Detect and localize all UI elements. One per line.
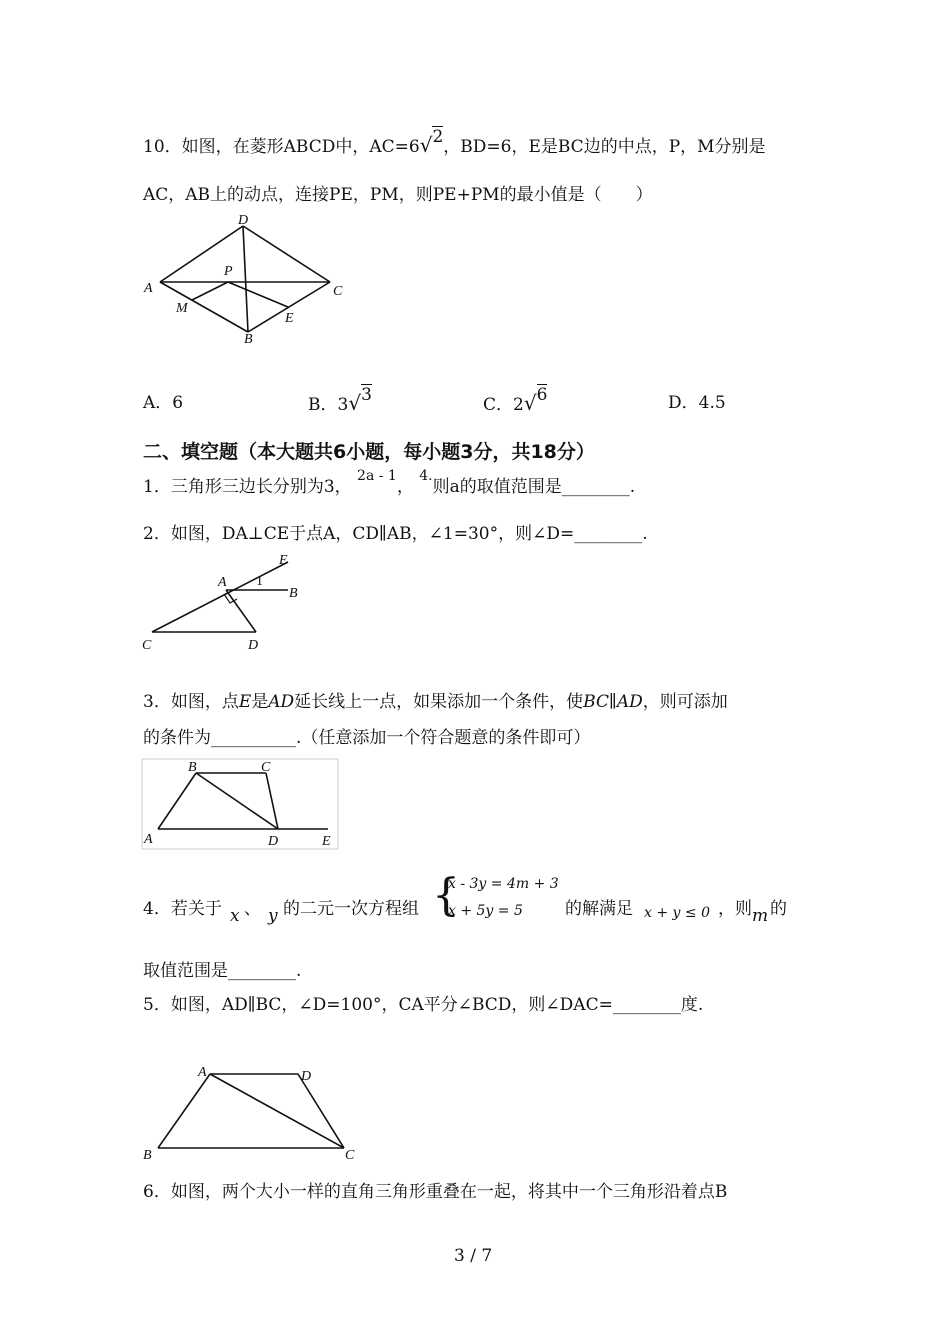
f3-text-d: ，则可添加 [642,692,728,712]
label-C: C [333,284,343,299]
f4-eq1: x - 3y = 4m + 3 [448,876,559,892]
opt-c-prefix: C．2 [483,395,524,415]
label-B: B [143,1148,152,1163]
f1-line [143,468,636,499]
q10-radicand: 2 [432,127,444,147]
f4-m: m [752,906,769,926]
q10-text-a: 10．如图，在菱形ABCD中，AC=6 [143,137,420,157]
f1-four: 4. [419,468,433,484]
q10-option-b [308,385,372,416]
label-D: D [301,1069,312,1084]
opt-c-radicand: 6 [536,385,548,405]
sqrt-symbol: √ [419,133,433,157]
f3-line1 [143,691,728,713]
f4-x: x [230,906,240,926]
q10-option-d: D．4.5 [668,393,726,413]
f4-text-b: 的二元一次方程组 [283,899,419,919]
f3-bc-ad: BC∥AD [583,692,643,712]
label-B: B [244,332,253,347]
f4-line2: 取值范围是________. [143,961,302,981]
f4-dun: 、 [244,899,261,919]
q10-text-b: ，BD=6，E是BC边的中点，P，M分别是 [443,137,766,157]
opt-b-prefix: B．3 [308,395,349,415]
f3-ad: AD [268,692,295,712]
label-C: C [261,760,271,775]
f4-cond: x + y ≤ 0 [644,905,710,921]
f1-text-b: 则a的取值范围是________. [432,477,636,497]
f5-figure [138,1060,368,1165]
f4-y: y [268,906,278,926]
sqrt-symbol: √ [348,391,362,415]
label-C: C [345,1148,355,1163]
f1-sep: ， [396,477,414,497]
q10-option-c [483,385,548,416]
f6-line: 6．如图，两个大小一样的直角三角形重叠在一起，将其中一个三角形沿着点B [143,1182,728,1202]
section-title: 二、填空题（本大题共6小题，每小题3分，共18分） [143,441,595,463]
label-A: A [198,1065,207,1080]
label-E: E [285,311,294,326]
f2-figure [138,550,318,655]
q10-line2: AC，AB上的动点，连接PE，PM，则PE+PM的最小值是（ ） [143,185,653,205]
f5-line: 5．如图，AD∥BC，∠D=100°，CA平分∠BCD，则∠DAC=________度. [143,995,704,1015]
label-M: M [176,301,188,316]
label-D: D [248,638,259,653]
label-A: A [144,832,153,847]
label-1: 1 [256,574,263,589]
f4-text-e: 的 [770,899,787,919]
label-A: A [144,281,153,296]
f3-e: E [238,692,252,712]
label-D: D [238,213,249,228]
f3-line2: 的条件为__________.（任意添加一个符合题意的条件即可） [143,728,591,748]
sqrt-symbol: √ [523,391,537,415]
label-E: E [279,553,288,568]
f4-brace: { [432,870,460,921]
f4-eq2: x + 5y = 5 [448,903,523,919]
f2-line: 2．如图，DA⊥CE于点A，CD∥AB，∠1=30°，则∠D=________. [143,524,648,544]
label-P: P [224,264,233,279]
label-A: A [218,575,227,590]
label-C: C [142,638,152,653]
f1-expr: 2a - 1 [357,468,397,484]
page-number: 3 / 7 [454,1246,493,1266]
f3-text-b: 是 [251,692,269,712]
label-E: E [322,834,331,849]
opt-b-radicand: 3 [361,385,372,405]
f1-text-a: 1．三角形三边长分别为3， [143,477,352,497]
q10-line1 [143,127,766,158]
q10-option-a: A．6 [143,393,184,413]
f3-text-c: 延长线上一点，如果添加一个条件，使 [294,692,584,712]
f4-text-c: 的解满足 [565,899,633,919]
q10-rhombus-figure [140,212,360,350]
label-D: D [268,834,279,849]
label-B: B [188,760,197,775]
f3-text-a: 3．如图，点 [143,692,239,712]
f4-text-a: 4．若关于 [143,899,222,919]
label-B: B [289,586,298,601]
f3-figure [140,757,340,851]
f4-text-d: ，则 [718,899,752,919]
